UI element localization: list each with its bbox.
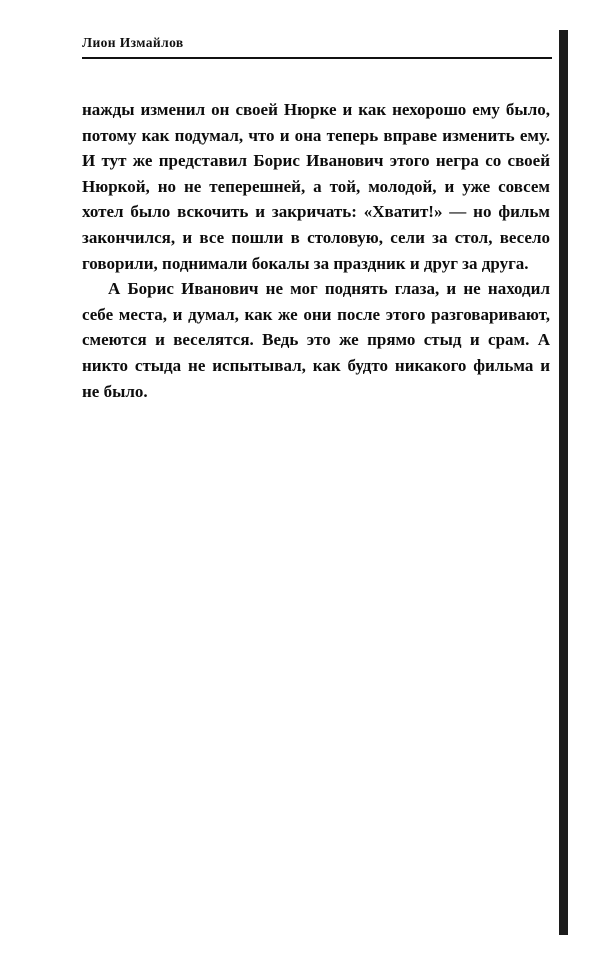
running-head-author: Лион Измайлов (82, 35, 184, 50)
page-header (82, 36, 552, 59)
paragraph-1: нажды изменил он своей Нюрке и как нехорошо ему было, потому как подумал, что и она теперь вправе изменить ему. И тут же представил Борис Иванович этого негра со своей Нюркой, но не теперешней, а той, молодой, и уже совсем хотел было вскочить и закричать: «Хватит!» — но фильм закончился, и все пошли в столовую, сели за стол, весело говорили, поднимали бокалы за праздник и друг за друга. (82, 100, 550, 273)
page-body (82, 97, 550, 404)
header-rule (82, 57, 552, 60)
page-edge-band (559, 30, 568, 935)
paragraph-2: А Борис Иванович не мог поднять глаза, и не находил себе места, и думал, как же они после этого разговаривают, смеются и веселятся. Ведь это же прямо стыд и срам. А никто стыда не испытывал, как будто никакого фильма и не было. (82, 279, 550, 401)
